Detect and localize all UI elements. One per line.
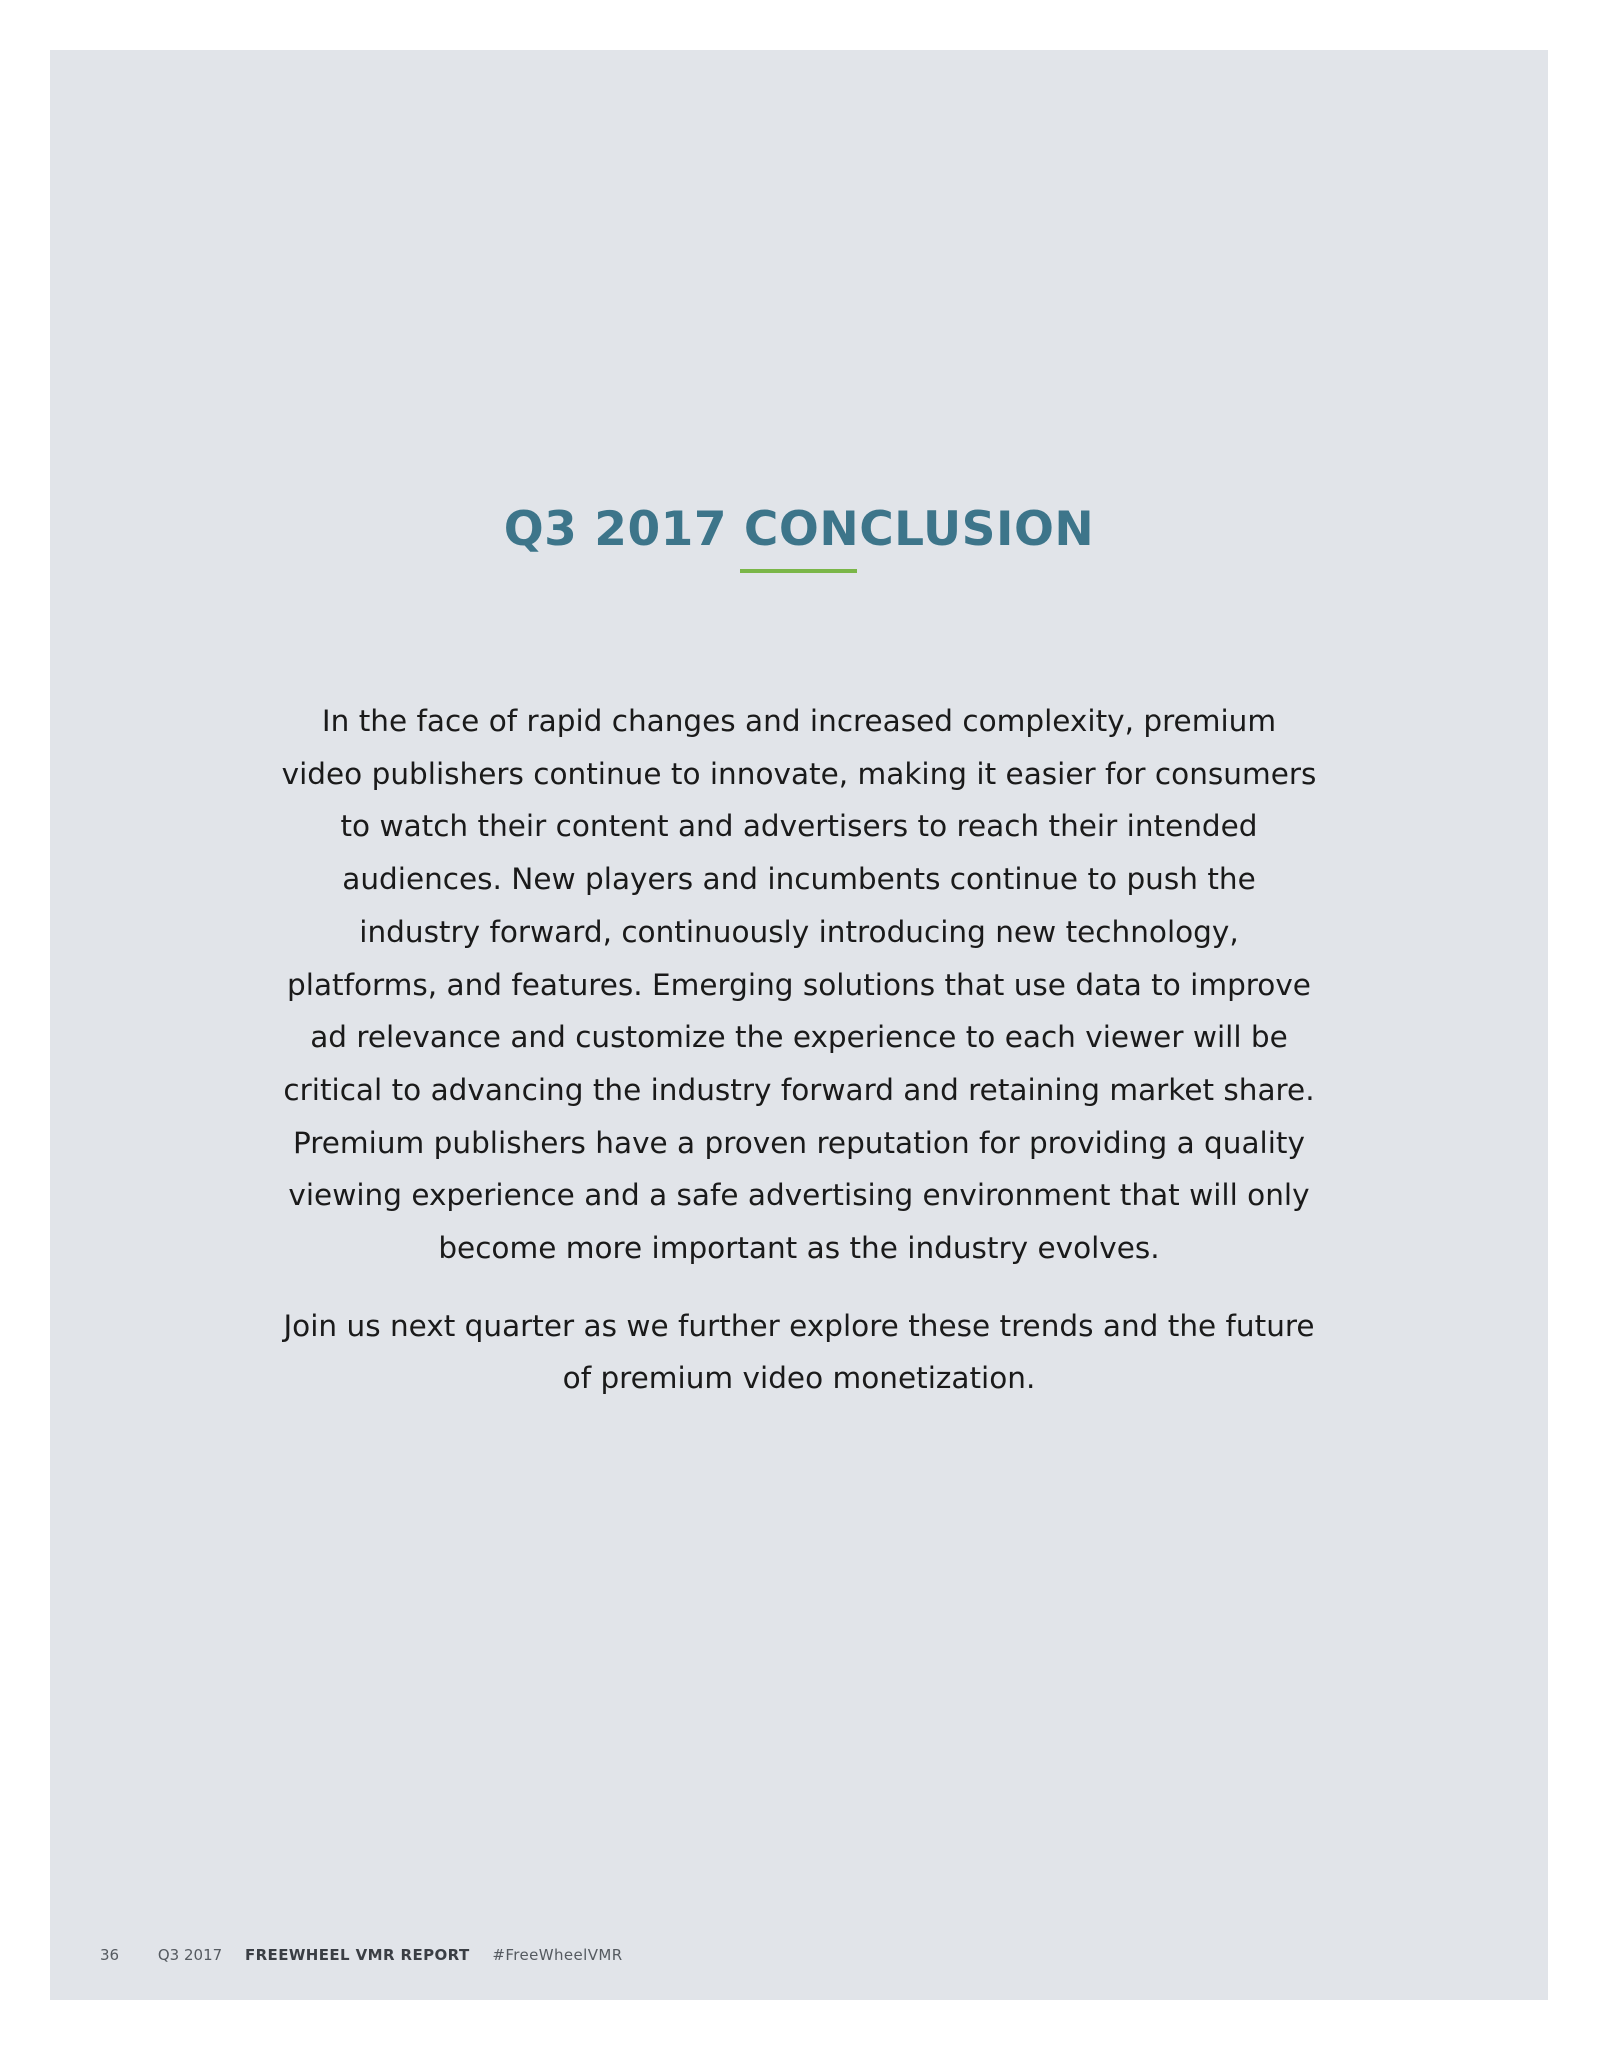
footer-report-name: FREEWHEEL VMR REPORT	[244, 1946, 470, 1964]
page-panel	[50, 50, 1548, 2000]
closing-paragraph: Join us next quarter as we further explore these trends and the future of premium video monetization.	[283, 1308, 1315, 1396]
footer-quarter: Q3 2017	[157, 1946, 223, 1964]
page-number: 36	[100, 1946, 120, 1964]
page-footer	[100, 1946, 641, 1964]
footer-hashtag: #FreeWheelVMR	[492, 1946, 623, 1964]
title-divider	[740, 569, 857, 573]
body-paragraph: In the face of rapid changes and increased complexity, premium video publishers continue to innovate, making it easier for consumers to watch their content and advertisers to reach their intended audiences. New players and incumbents continue to push the industry forward, continuously introducing new technology, platforms, and features. Emerging solutions that use data to improve ad relevance and customize the experience to each viewer will be critical to advancing the industry forward and retaining market share. Premium publishers have a proven reputation for providing a quality viewing experience and a safe advertising environment that will only become more important as the industry evolves.	[281, 704, 1317, 1266]
conclusion-body	[280, 695, 1318, 1405]
page-title: Q3 2017 CONCLUSION	[503, 502, 1095, 557]
